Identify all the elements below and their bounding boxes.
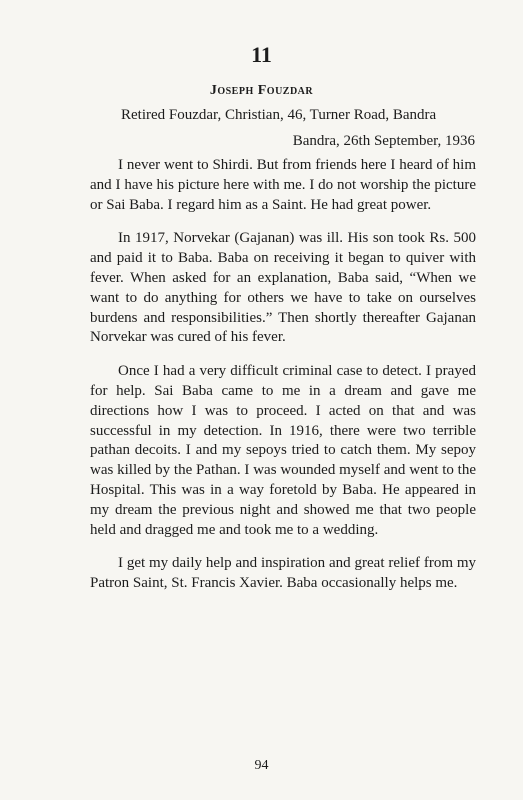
chapter-number: 11 <box>251 42 272 67</box>
chapter-author: Joseph Fouzdar <box>209 83 314 98</box>
author-description: Retired Fouzdar, Christian, 46, Turner Road, Bandra <box>121 107 437 123</box>
paragraph: Once I had a very difficult criminal case to detect. I prayed for help. Sai Baba came to me in a dream and gave me directions how I was to proceed. I acted on that and was successful in my detection. In 1916, there were two terrible pathan decoits. I and my sepoys tried to catch them. My sepoy was killed by the Pathan. I was wounded myself and went to the Hospital. This was in a way foretold by Baba. He appeared in my dream the previous night and showed me that two people held and dragged me and took me to a wedding. <box>90 363 476 538</box>
paragraph: In 1917, Norvekar (Gajanan) was ill. His son took Rs. 500 and paid it to Baba. Baba on receiving it began to quiver with fever. When asked for an explanation, Baba said, “When we want to do anything for others we have to take on ourselves burdens and responsibilities.” Then shortly thereafter Gajanan Norvekar was cured of his fever. <box>90 230 476 346</box>
page-number: 94 <box>254 758 269 773</box>
paragraph: I never went to Shirdi. But from friends here I heard of him and I have his picture here with me. I do not worship the picture or Sai Baba. I regard him as a Saint. He had great power. <box>90 157 476 213</box>
paragraph: I get my daily help and inspiration and great relief from my Patron Saint, St. Francis Xavier. Baba occasionally helps me. <box>90 555 476 592</box>
body-text <box>90 156 476 608</box>
dateline: Bandra, 26th September, 1936 <box>292 133 475 149</box>
